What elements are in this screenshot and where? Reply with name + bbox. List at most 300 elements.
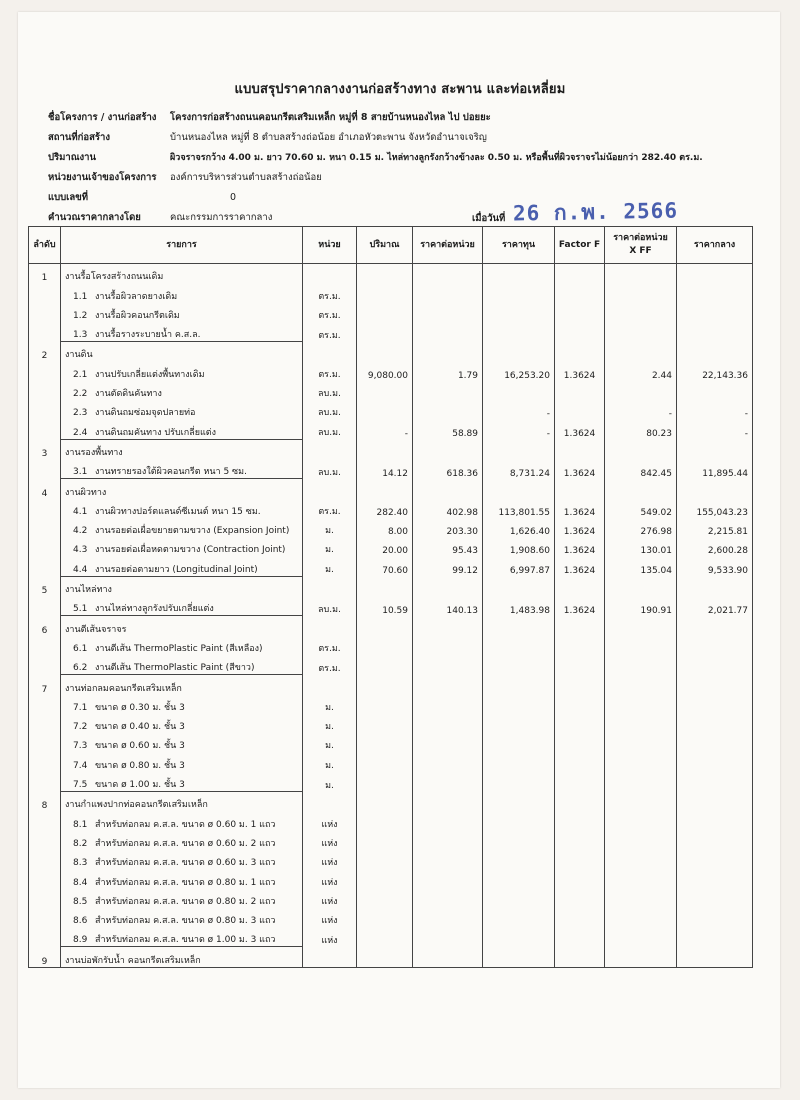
row-item-text: งานปรับเกลี่ยแต่งพื้นทางเดิม <box>95 369 205 380</box>
row-factor <box>555 908 605 927</box>
volume-label: ปริมาณงาน <box>48 152 97 163</box>
row-cost: 8,731.24 <box>483 459 555 479</box>
row-no <box>29 303 61 322</box>
row-sub-no: 7.5 <box>73 780 88 791</box>
row-cost: - <box>483 419 555 439</box>
row-sub-no: 8.4 <box>73 877 88 888</box>
row-factor <box>555 439 605 459</box>
row-cost <box>483 831 555 850</box>
row-no <box>29 850 61 869</box>
row-factor <box>555 303 605 322</box>
row-item <box>61 889 303 908</box>
row-unit <box>303 439 357 459</box>
row-qty: 282.40 <box>357 499 413 518</box>
row-sub-no: 7.2 <box>73 722 88 733</box>
row-factor <box>555 695 605 714</box>
row-item-text: งานดินถมคันทาง ปรับเกลี่ยแต่ง <box>95 427 217 438</box>
row-price-ff <box>605 655 677 675</box>
row-no <box>29 400 61 419</box>
row-total <box>677 695 753 714</box>
row-cost <box>483 733 555 752</box>
row-total <box>677 655 753 675</box>
row-no: 1 <box>29 264 61 284</box>
header-price-ff-line1: ราคาต่อหน่วย <box>613 233 668 243</box>
row-item <box>61 556 303 576</box>
row-price-ff: 190.91 <box>605 596 677 616</box>
row-total <box>677 811 753 830</box>
row-total <box>677 303 753 322</box>
table-row <box>29 439 753 459</box>
row-item-text: งานรื้อรางระบายน้ำ ค.ส.ล. <box>95 330 201 341</box>
row-sub-no: 7.1 <box>73 702 88 713</box>
row-price-ff <box>605 695 677 714</box>
table-row <box>29 537 753 556</box>
form-no-line <box>48 190 236 205</box>
row-total <box>677 772 753 792</box>
row-cost <box>483 811 555 830</box>
row-unit: แห่ง <box>303 831 357 850</box>
header-unit-price: ราคาต่อหน่วย <box>413 227 483 264</box>
table-row <box>29 556 753 576</box>
row-item-text: งานรื้อผิวลาดยางเดิม <box>95 291 178 302</box>
row-unit: ลบ.ม. <box>303 381 357 400</box>
row-qty <box>357 811 413 830</box>
row-item-text: งานรอยต่อเผื่อขยายตามขวาง (Expansion Joint) <box>95 526 290 537</box>
row-unit <box>303 675 357 695</box>
table-row <box>29 400 753 419</box>
row-unit-price <box>413 811 483 830</box>
row-factor: 1.3624 <box>555 556 605 576</box>
row-unit-price <box>413 439 483 459</box>
row-factor <box>555 322 605 342</box>
row-unit-price <box>413 947 483 967</box>
date-label: เมื่อวันที่ <box>472 213 506 224</box>
row-no <box>29 714 61 733</box>
row-item <box>61 459 303 479</box>
row-unit <box>303 576 357 596</box>
row-factor <box>555 889 605 908</box>
row-cost <box>483 675 555 695</box>
row-item-text: งานรอยต่อเผื่อหดตามขวาง (Contraction Joint) <box>95 545 286 556</box>
row-no <box>29 322 61 342</box>
row-price-ff <box>605 889 677 908</box>
row-item-text: งานรื้อผิวคอนกรีตเดิม <box>95 310 180 321</box>
row-price-ff: 135.04 <box>605 556 677 576</box>
row-item <box>61 518 303 537</box>
table-row <box>29 811 753 830</box>
row-cost <box>483 439 555 459</box>
row-cost <box>483 850 555 869</box>
calc-by-value: คณะกรรมการราคากลาง <box>170 212 273 223</box>
location-value: บ้านหนองไหล หมู่ที่ 8 ตำบลสร้างถ่อน้อย อำเภอหัวตะพาน จังหวัดอำนาจเจริญ <box>170 132 487 143</box>
row-total: 2,021.77 <box>677 596 753 616</box>
row-price-ff <box>605 831 677 850</box>
row-qty: 8.00 <box>357 518 413 537</box>
row-unit: ลบ.ม. <box>303 596 357 616</box>
table-row <box>29 695 753 714</box>
row-no <box>29 811 61 830</box>
row-cost <box>483 947 555 967</box>
row-item <box>61 869 303 888</box>
header-total: ราคากลาง <box>677 227 753 264</box>
row-item <box>61 772 303 792</box>
row-cost <box>483 283 555 302</box>
table-row <box>29 596 753 616</box>
row-item <box>61 381 303 400</box>
row-unit-price <box>413 908 483 927</box>
row-sub-no: 4.2 <box>73 526 88 537</box>
row-price-ff <box>605 381 677 400</box>
volume-line <box>48 150 703 165</box>
row-no: 7 <box>29 675 61 695</box>
table-row <box>29 499 753 518</box>
row-sub-no: 2.4 <box>73 427 88 438</box>
table-row <box>29 714 753 733</box>
row-qty <box>357 303 413 322</box>
row-unit: แห่ง <box>303 927 357 947</box>
row-item-text: งานรอยต่อตามยาว (Longitudinal Joint) <box>95 564 258 575</box>
row-no <box>29 927 61 947</box>
row-no: 9 <box>29 947 61 967</box>
row-no <box>29 831 61 850</box>
row-sub-no: 8.3 <box>73 858 88 869</box>
row-total <box>677 576 753 596</box>
row-unit: ม. <box>303 752 357 771</box>
row-factor <box>555 869 605 888</box>
row-no: 5 <box>29 576 61 596</box>
row-item-text: งานรองพื้นทาง <box>65 447 123 458</box>
row-unit-price <box>413 792 483 812</box>
row-item <box>61 419 303 439</box>
row-factor <box>555 831 605 850</box>
table-row <box>29 518 753 537</box>
project-value: โครงการก่อสร้างถนนคอนกรีตเสริมเหล็ก หมู่ที่ 8 สายบ้านหนองไหล ไป ปอยยะ <box>170 112 491 123</box>
row-no <box>29 908 61 927</box>
row-cost: 1,483.98 <box>483 596 555 616</box>
row-factor: 1.3624 <box>555 596 605 616</box>
table-row <box>29 342 753 362</box>
row-unit: ม. <box>303 518 357 537</box>
row-unit: ตร.ม. <box>303 636 357 655</box>
table-row <box>29 850 753 869</box>
row-sub-no: 6.1 <box>73 643 88 654</box>
row-no <box>29 518 61 537</box>
row-unit-price <box>413 714 483 733</box>
table-row <box>29 908 753 927</box>
row-unit: ม. <box>303 714 357 733</box>
row-price-ff <box>605 772 677 792</box>
row-unit: ลบ.ม. <box>303 419 357 439</box>
owner-line <box>48 170 322 185</box>
row-unit-price <box>413 655 483 675</box>
row-qty <box>357 831 413 850</box>
row-price-ff <box>605 714 677 733</box>
row-qty <box>357 927 413 947</box>
row-item <box>61 908 303 927</box>
row-cost <box>483 576 555 596</box>
row-total <box>677 636 753 655</box>
row-unit: ลบ.ม. <box>303 400 357 419</box>
row-unit: ลบ.ม. <box>303 459 357 479</box>
row-item <box>61 752 303 771</box>
row-qty: 70.60 <box>357 556 413 576</box>
row-price-ff <box>605 636 677 655</box>
row-unit-price <box>413 322 483 342</box>
row-unit-price <box>413 675 483 695</box>
row-total <box>677 675 753 695</box>
row-sub-no: 8.2 <box>73 838 88 849</box>
row-item <box>61 927 303 947</box>
row-unit <box>303 792 357 812</box>
row-item-text: งานดิน <box>65 350 93 361</box>
row-item <box>61 616 303 636</box>
row-item <box>61 576 303 596</box>
row-no <box>29 459 61 479</box>
row-unit-price: 99.12 <box>413 556 483 576</box>
row-sub-no: 1.2 <box>73 310 88 321</box>
row-price-ff <box>605 792 677 812</box>
row-unit-price: 203.30 <box>413 518 483 537</box>
row-factor <box>555 479 605 499</box>
row-total <box>677 342 753 362</box>
table-row <box>29 947 753 967</box>
row-item-text: ขนาด ø 1.00 ม. ชั้น 3 <box>95 780 185 791</box>
calc-by-label: คำนวณราคากลางโดย <box>48 212 141 223</box>
row-qty <box>357 576 413 596</box>
row-unit-price: 140.13 <box>413 596 483 616</box>
row-unit-price: 58.89 <box>413 419 483 439</box>
table-header-row <box>29 227 753 264</box>
table-row <box>29 927 753 947</box>
row-no <box>29 733 61 752</box>
table-row <box>29 283 753 302</box>
row-price-ff <box>605 908 677 927</box>
row-price-ff <box>605 283 677 302</box>
row-unit: ตร.ม. <box>303 283 357 302</box>
row-no: 2 <box>29 342 61 362</box>
row-factor <box>555 400 605 419</box>
row-sub-no: 6.2 <box>73 663 88 674</box>
row-sub-no: 1.1 <box>73 291 88 302</box>
calc-by-line <box>48 210 272 225</box>
row-total: 9,533.90 <box>677 556 753 576</box>
row-item <box>61 342 303 362</box>
row-no: 8 <box>29 792 61 812</box>
row-item-text: สำหรับท่อกลม ค.ส.ล. ขนาด ø 0.80 ม. 1 แถว <box>95 877 276 888</box>
row-item <box>61 792 303 812</box>
row-sub-no: 2.1 <box>73 369 88 380</box>
row-item-text: งานท่อกลมคอนกรีตเสริมเหล็ก <box>65 683 182 694</box>
row-cost <box>483 714 555 733</box>
row-unit-price <box>413 850 483 869</box>
project-label: ชื่อโครงการ / งานก่อสร้าง <box>48 112 157 123</box>
row-price-ff: - <box>605 400 677 419</box>
row-qty <box>357 889 413 908</box>
row-unit <box>303 479 357 499</box>
row-unit-price <box>413 576 483 596</box>
row-cost <box>483 322 555 342</box>
row-unit: ตร.ม. <box>303 499 357 518</box>
row-factor <box>555 811 605 830</box>
row-qty <box>357 850 413 869</box>
header-price-ff <box>605 227 677 264</box>
row-total: - <box>677 419 753 439</box>
row-cost <box>483 636 555 655</box>
row-item <box>61 479 303 499</box>
row-qty <box>357 772 413 792</box>
row-price-ff <box>605 439 677 459</box>
header-qty: ปริมาณ <box>357 227 413 264</box>
row-qty: - <box>357 419 413 439</box>
row-total <box>677 733 753 752</box>
row-price-ff <box>605 752 677 771</box>
header-unit: หน่วย <box>303 227 357 264</box>
row-unit: แห่ง <box>303 869 357 888</box>
row-item-text: งานผิวทางปอร์ตแลนด์ซีเมนต์ หนา 15 ซม. <box>95 506 261 517</box>
row-no <box>29 556 61 576</box>
row-unit-price: 402.98 <box>413 499 483 518</box>
row-cost: - <box>483 400 555 419</box>
row-item <box>61 655 303 675</box>
row-sub-no: 7.4 <box>73 760 88 771</box>
row-price-ff <box>605 811 677 830</box>
row-price-ff: 276.98 <box>605 518 677 537</box>
row-total: - <box>677 400 753 419</box>
row-qty <box>357 283 413 302</box>
row-unit: ม. <box>303 556 357 576</box>
row-item <box>61 361 303 380</box>
row-qty <box>357 616 413 636</box>
row-total <box>677 439 753 459</box>
row-item <box>61 636 303 655</box>
row-item <box>61 322 303 342</box>
row-unit-price <box>413 616 483 636</box>
row-factor <box>555 850 605 869</box>
row-factor <box>555 772 605 792</box>
row-sub-no: 8.1 <box>73 819 88 830</box>
row-qty: 10.59 <box>357 596 413 616</box>
row-qty <box>357 655 413 675</box>
row-cost <box>483 264 555 284</box>
row-sub-no: 8.6 <box>73 916 88 927</box>
row-price-ff <box>605 264 677 284</box>
row-qty <box>357 792 413 812</box>
row-cost: 113,801.55 <box>483 499 555 518</box>
row-no <box>29 596 61 616</box>
table-row <box>29 303 753 322</box>
row-qty <box>357 733 413 752</box>
row-cost: 1,626.40 <box>483 518 555 537</box>
row-total <box>677 850 753 869</box>
row-qty <box>357 714 413 733</box>
row-item-text: งานดินถมซ่อมจุดปลายท่อ <box>95 408 196 419</box>
row-item <box>61 714 303 733</box>
row-price-ff <box>605 850 677 869</box>
row-total <box>677 752 753 771</box>
row-sub-no: 8.9 <box>73 935 88 946</box>
row-unit: ตร.ม. <box>303 322 357 342</box>
header-no: ลำดับ <box>29 227 61 264</box>
row-price-ff: 80.23 <box>605 419 677 439</box>
row-unit-price <box>413 772 483 792</box>
row-item <box>61 811 303 830</box>
row-item <box>61 537 303 556</box>
row-total <box>677 889 753 908</box>
row-sub-no: 4.4 <box>73 564 88 575</box>
row-item <box>61 264 303 284</box>
row-cost <box>483 381 555 400</box>
row-qty: 9,080.00 <box>357 361 413 380</box>
row-unit: แห่ง <box>303 811 357 830</box>
form-no-value: 0 <box>230 192 237 203</box>
table-row <box>29 459 753 479</box>
row-unit: ตร.ม. <box>303 303 357 322</box>
row-cost <box>483 342 555 362</box>
row-total <box>677 264 753 284</box>
row-no <box>29 889 61 908</box>
row-no: 6 <box>29 616 61 636</box>
row-unit-price <box>413 303 483 322</box>
table-row <box>29 361 753 380</box>
row-unit: ม. <box>303 695 357 714</box>
row-sub-no: 8.5 <box>73 896 88 907</box>
row-qty <box>357 381 413 400</box>
row-total <box>677 792 753 812</box>
row-no <box>29 752 61 771</box>
row-price-ff <box>605 322 677 342</box>
row-sub-no: 1.3 <box>73 330 88 341</box>
row-sub-no: 2.3 <box>73 408 88 419</box>
row-total <box>677 714 753 733</box>
row-item-text: สำหรับท่อกลม ค.ส.ล. ขนาด ø 1.00 ม. 3 แถว <box>95 935 276 946</box>
row-unit: ตร.ม. <box>303 655 357 675</box>
table-row <box>29 733 753 752</box>
table-row <box>29 636 753 655</box>
row-price-ff <box>605 303 677 322</box>
row-factor: 1.3624 <box>555 361 605 380</box>
row-factor <box>555 636 605 655</box>
row-no: 4 <box>29 479 61 499</box>
row-factor <box>555 714 605 733</box>
row-factor <box>555 792 605 812</box>
row-price-ff <box>605 675 677 695</box>
row-no <box>29 499 61 518</box>
row-no <box>29 772 61 792</box>
row-total: 2,215.81 <box>677 518 753 537</box>
row-qty <box>357 869 413 888</box>
row-price-ff <box>605 342 677 362</box>
row-item-text: สำหรับท่อกลม ค.ส.ล. ขนาด ø 0.60 ม. 3 แถว <box>95 858 276 869</box>
row-unit-price <box>413 927 483 947</box>
row-cost <box>483 695 555 714</box>
row-total: 22,143.36 <box>677 361 753 380</box>
table-row <box>29 831 753 850</box>
row-factor <box>555 655 605 675</box>
row-qty <box>357 908 413 927</box>
row-qty <box>357 695 413 714</box>
row-item <box>61 439 303 459</box>
document-title: แบบสรุปราคากลางงานก่อสร้างทาง สะพาน และท่อเหลี่ยม <box>234 82 566 97</box>
row-unit-price <box>413 479 483 499</box>
row-price-ff <box>605 616 677 636</box>
row-cost <box>483 772 555 792</box>
row-unit-price <box>413 733 483 752</box>
header-price-ff-line2: X FF <box>629 246 652 256</box>
row-factor <box>555 342 605 362</box>
row-no <box>29 695 61 714</box>
row-item <box>61 733 303 752</box>
row-unit-price <box>413 283 483 302</box>
